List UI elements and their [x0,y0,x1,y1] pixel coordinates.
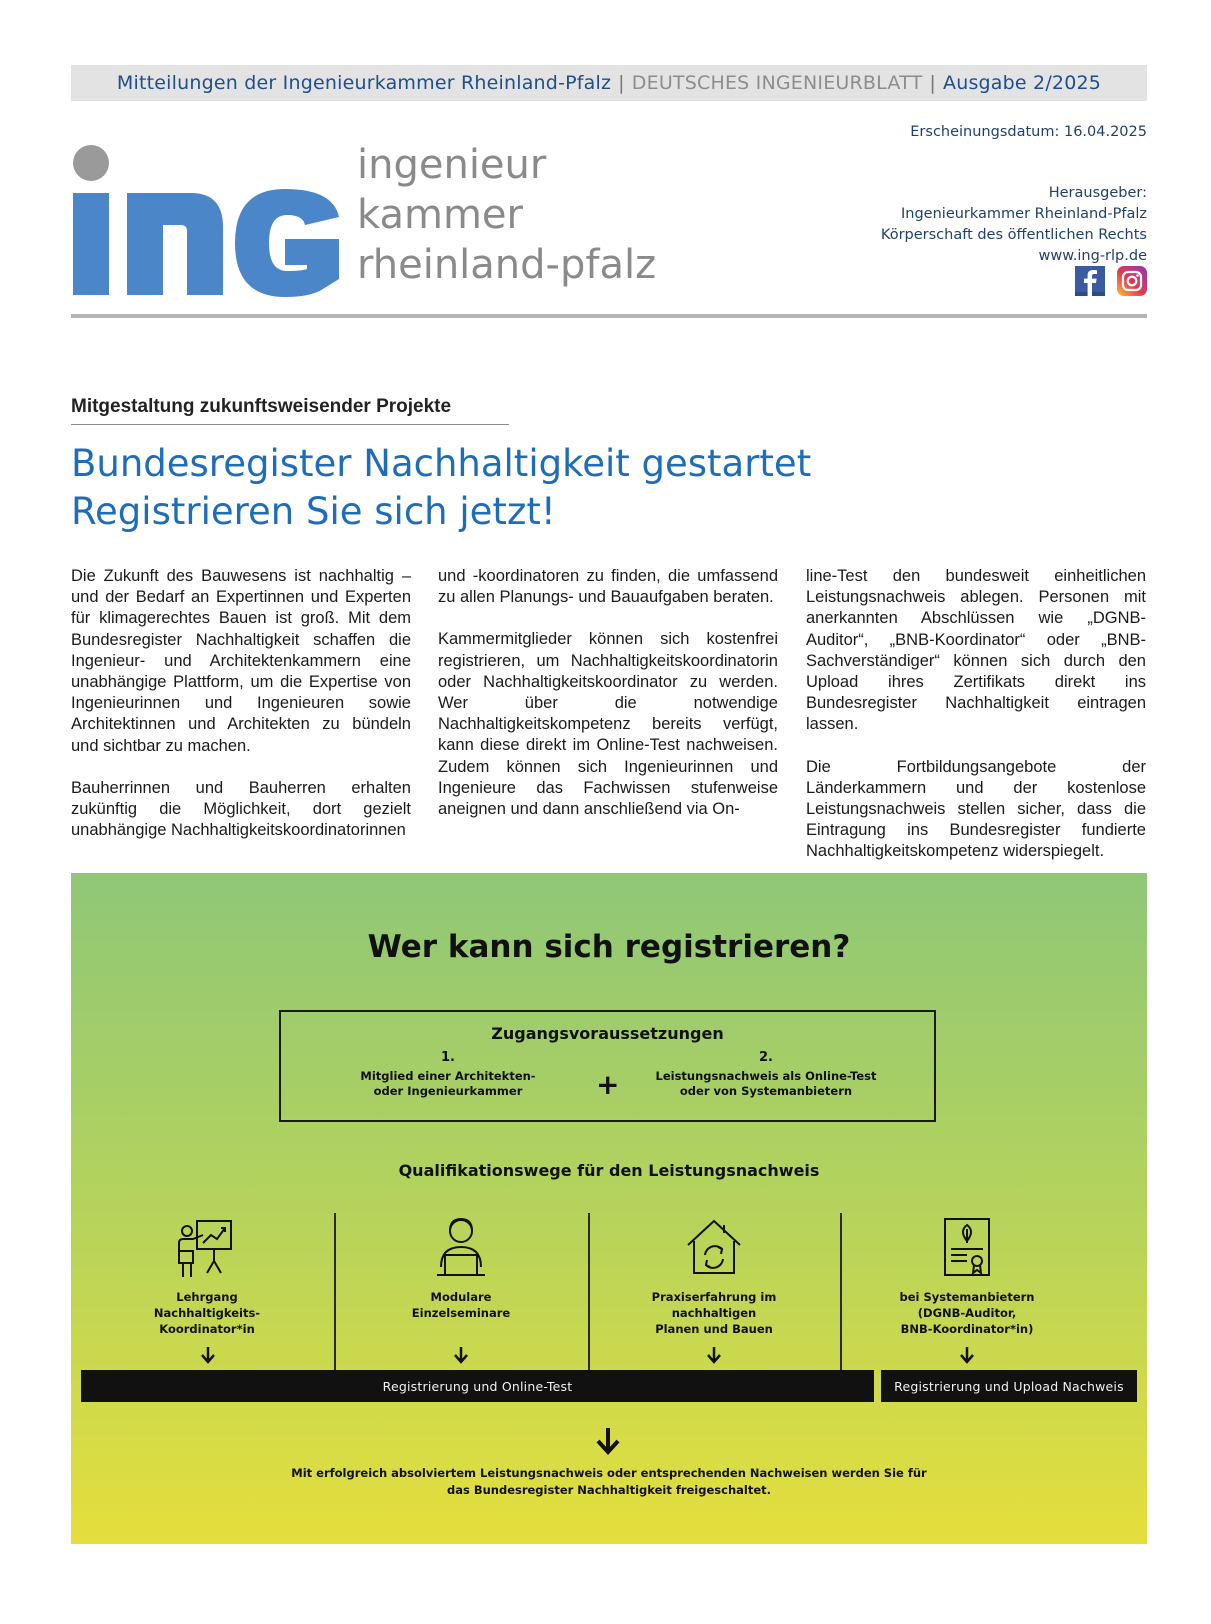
website-link[interactable]: www.ing-rlp.de [1038,248,1147,264]
requirements-box [279,1010,936,1122]
arrow-down-icon [593,1426,623,1456]
publisher-type: Körperschaft des öffentlichen Rechts [880,227,1147,243]
ing-logo-mark [71,145,341,297]
requirements-title: Zugangsvoraussetzungen [491,1024,724,1043]
house-cycle-icon [684,1215,744,1279]
certificate-icon [937,1215,997,1279]
registration-upload-bar: Registrierung und Upload Nachweis [881,1370,1137,1402]
arrow-down-icon [704,1345,724,1365]
article-column-2 [438,566,778,841]
publication-header-bar [71,65,1147,101]
headline-line-1: Bundesregister Nachhaltigkeit gestartet [71,442,812,485]
path-label-system-providers: bei Systemanbietern (DGNB-Auditor, BNB-Koordinator*in) [899,1290,1035,1336]
paragraph: Kammermitglieder können sich kostenfrei registrieren, um Nachhaltigkeitskoordinatorin oder Nachhaltigkeitskoordinator zu werden. Wer über die notwendige Nachhaltigkeitskompetenz bereits verfügt, kann diese direkt im Online-Test nachweisen. Zudem können sich Ingenieurinnen und Ingenieure das Fachwissen stufenweise aneignen und dann anschließend via On- [438,630,778,819]
header-divider [71,314,1147,318]
publication-name: DEUTSCHES INGENIEURBLATT [631,72,923,94]
arrow-down-icon [451,1345,471,1365]
instagram-icon[interactable] [1117,266,1147,296]
publisher-info [787,122,1147,267]
article-column-3 [806,566,1146,884]
facebook-icon[interactable] [1075,266,1105,296]
path-label-seminars: Modulare Einzelseminare [411,1290,511,1320]
logo-line-kammer: kammer [357,192,523,238]
path-label-course: Lehrgang Nachhaltigkeits- Koordinator*in [153,1290,261,1336]
column-divider [588,1213,590,1373]
presenter-icon [175,1215,235,1279]
qualification-paths-title: Qualifikationswege für den Leistungsnachweis [398,1161,820,1180]
headline-line-2: Registrieren Sie sich jetzt! [71,490,556,533]
header-separator: | [929,72,936,94]
plus-sign: + [596,1068,620,1101]
article-column-1 [71,566,411,862]
logo-wordmark [357,140,656,290]
logo-line-rheinland-pfalz: rheinland-pfalz [357,242,657,288]
article-headline [71,440,971,536]
header-separator: | [618,72,625,94]
column-divider [840,1213,842,1373]
learner-icon [431,1215,491,1279]
arrow-down-icon [957,1345,977,1365]
publication-date: Erscheinungsdatum: 16.04.2025 [910,124,1147,140]
requirement-2: 2. Leistungsnachweis als Online-Test oder von Systemanbietern [655,1050,877,1098]
paragraph: Die Zukunft des Bauwesens ist nachhaltig – und der Bedarf an Expertinnen und Experten für klimagerechtes Bauen ist groß. Mit dem Bundesregister Nachhaltigkeit schaffen die Ingenieur- und Architektenkammern eine unabhängige Plattform, um die Expertise von Ingenieurinnen und Ingenieuren sowie Architektinnen und Architekten zu bündeln und sichtbar zu machen. [71,567,411,755]
publisher-name: Ingenieurkammer Rheinland-Pfalz [901,206,1147,222]
registration-infographic [71,873,1147,1544]
chamber-name: Mitteilungen der Ingenieurkammer Rheinland-Pfalz [116,72,612,94]
path-label-practice: Praxiserfahrung im nachhaltigen Planen und Bauen [651,1290,777,1336]
social-links [1075,266,1147,296]
requirement-1: 1. Mitglied einer Architekten- oder Ingenieurkammer [360,1050,536,1098]
issue-number: Ausgabe 2/2025 [943,72,1102,94]
arrow-down-icon [198,1345,218,1365]
paragraph: Bauherrinnen und Bauherren erhalten zukünftig die Möglichkeit, dort gezielt unabhängige Nachhaltigkeitskoordinatorinnen [71,778,411,840]
logo-line-ingenieur: ingenieur [357,142,547,188]
paragraph: und -koordinatoren zu finden, die umfassend zu allen Planungs- und Bauaufgaben beraten. [438,567,778,607]
paragraph: line-Test den bundesweit einheitlichen Leistungsnachweis ablegen. Personen mit anerkannten Abschlüssen wie „DGNB-Auditor“, „BNB-Koordinator“ oder „BNB-Sachverständiger“ können sich durch den Upload ihres Zertifikats direkt ins Bundesregister Nachhaltigkeit eintragen lassen. [806,567,1146,734]
paragraph: Die Fortbildungsangebote der Länderkammern und der kostenlose Leistungsnachweis stellen sicher, dass die Eintragung ins Bundesregister fundierte Nachhaltigkeitskompetenz widerspiegelt. [806,757,1146,861]
article-kicker: Mitgestaltung zukunftsweisender Projekte [71,396,509,425]
final-note: Mit erfolgreich absolviertem Leistungsnachweis oder entsprechenden Nachweisen werden Sie für das Bundesregister Nachhaltigkeit freigeschaltet. [291,1466,927,1497]
publisher-label: Herausgeber: [1048,185,1147,201]
infographic-title: Wer kann sich registrieren? [367,929,851,965]
column-divider [334,1213,336,1373]
registration-online-test-bar: Registrierung und Online-Test [81,1370,874,1402]
